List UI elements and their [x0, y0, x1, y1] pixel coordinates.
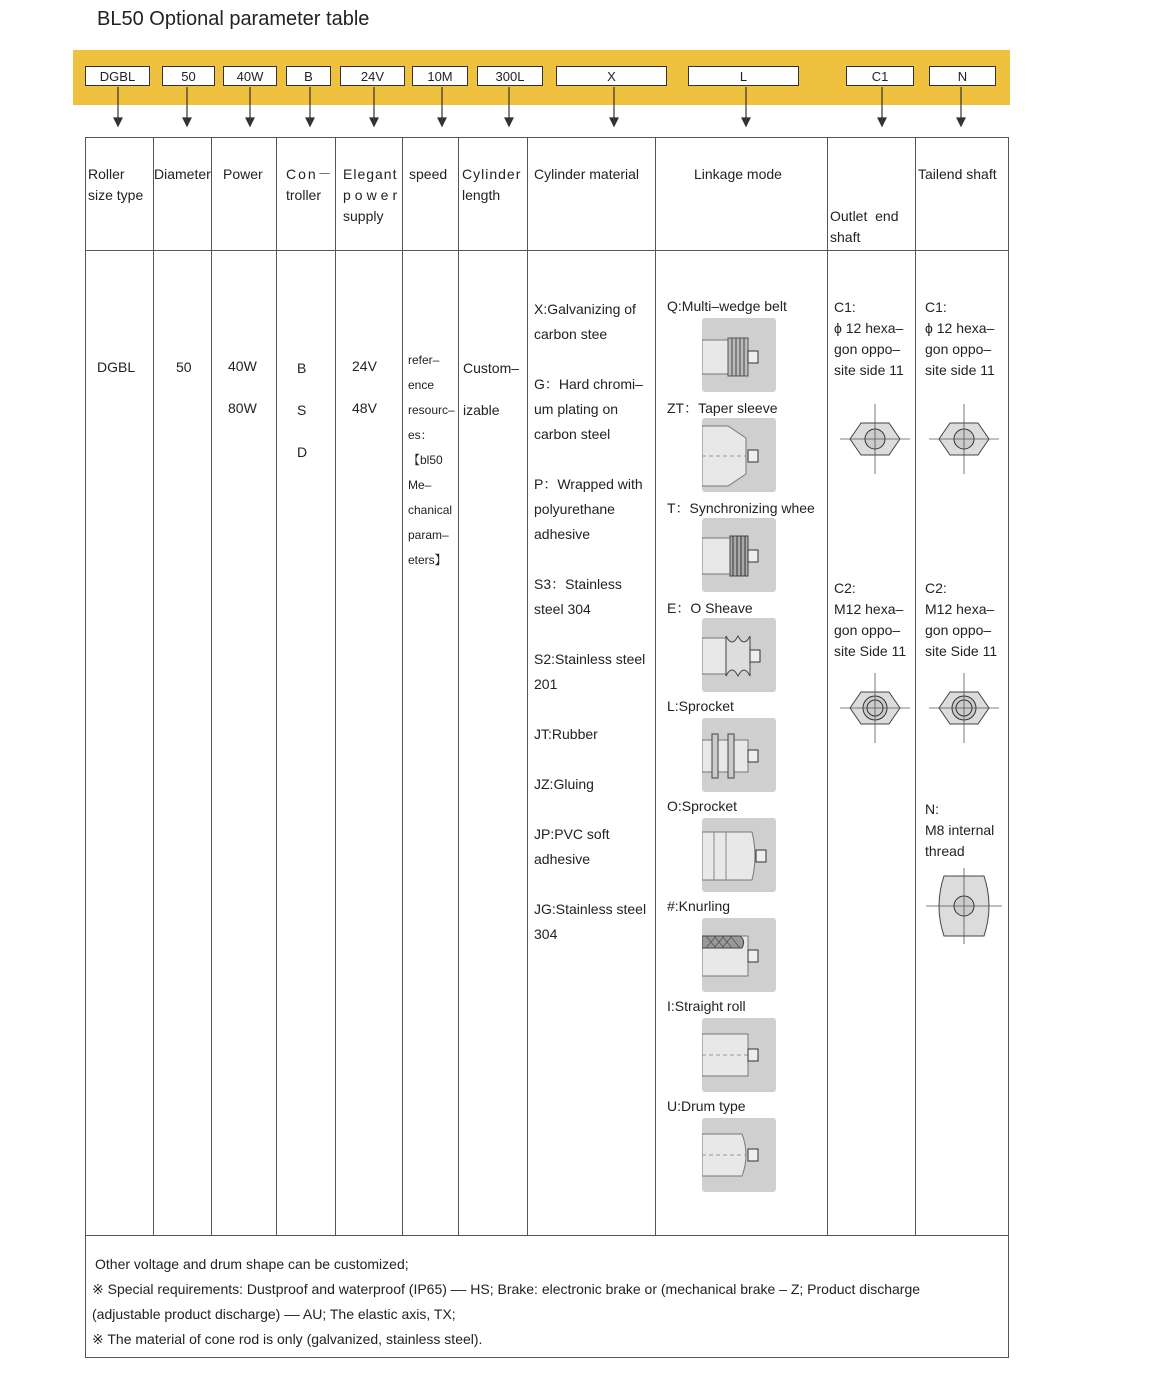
drum-type-roller-icon: [702, 1118, 776, 1192]
material-item: JT:Rubber: [534, 726, 598, 742]
notes: [92, 1252, 992, 1352]
material-item: P：Wrapped with polyurethane adhesive: [534, 476, 643, 542]
code-box-supply: 24V: [340, 66, 405, 86]
code-box-length: 300L: [477, 66, 543, 86]
header-roller-size-type: Roller size type: [88, 166, 144, 203]
value-supply: 24V 48V: [352, 358, 377, 416]
outlet-c2-hex-icon: [840, 673, 910, 743]
tailend-c2-hex-icon: [929, 673, 999, 743]
tailend-n-internal-thread-icon: [926, 868, 1002, 944]
note-line: Other voltage and drum shape can be customized;: [95, 1256, 409, 1272]
value-cylinder-length: Custom– izable: [463, 360, 520, 418]
notes-divider: [85, 1235, 1009, 1236]
knurling-roller-icon: [702, 918, 776, 992]
material-item: JP:PVC soft adhesive: [534, 826, 610, 867]
header-cylinder-length: Cylinder length: [462, 166, 522, 203]
tailend-c1-hex-icon: [929, 404, 999, 474]
code-box-speed: 10M: [412, 66, 468, 86]
header-diameter: Diameter: [154, 166, 211, 182]
code-arrows: [0, 0, 1152, 140]
code-box-power: 40W: [223, 66, 277, 86]
material-item: JG:Stainless steel 304: [534, 901, 647, 942]
tailend-c1-description: C1: ϕ 12 hexa– gon oppo– site side 11: [925, 299, 995, 378]
outlet-c1-hex-icon: [840, 404, 910, 474]
straight-roll-icon: [702, 1018, 776, 1092]
header-linkage-mode: Linkage mode: [694, 166, 782, 182]
col-divider: [458, 138, 459, 1235]
linkage-label-drum-type: U:Drum type: [667, 1098, 746, 1114]
value-roller-type: DGBL: [97, 359, 136, 375]
linkage-label-o-sprocket: O:Sprocket: [667, 798, 738, 814]
col-divider: [211, 138, 212, 1235]
material-item: S2:Stainless steel 201: [534, 651, 646, 692]
material-item: G：Hard chromi– um plating on carbon steel: [534, 376, 643, 442]
multi-wedge-belt-roller-icon: [702, 318, 776, 392]
material-item: S3：Stainless steel 304: [534, 576, 622, 617]
code-box-diameter: 50: [162, 66, 215, 86]
header-cylinder-material: Cylinder material: [534, 166, 640, 182]
o-sheave-roller-icon: [702, 618, 776, 692]
code-box-material: X: [556, 66, 667, 86]
header-power: Power: [223, 166, 263, 182]
linkage-label-o-sheave: E：O Sheave: [667, 600, 753, 616]
linkage-label-knurling: #:Knurling: [667, 898, 731, 914]
outlet-c2-description: C2: M12 hexa– gon oppo– site Side 11: [834, 580, 907, 659]
value-controller: B S D: [297, 360, 308, 460]
tailend-n-description: N: M8 internal thread: [925, 801, 995, 859]
code-box-controller: B: [286, 66, 331, 86]
linkage-label-multi-wedge-belt: Q:Multi–wedge belt: [667, 298, 787, 314]
header-speed: speed: [409, 166, 448, 182]
outlet-c1-description: C1: ϕ 12 hexa– gon oppo– site side 11: [834, 299, 904, 378]
header-outlet-end-shaft: Outlet end shaft: [830, 208, 899, 245]
material-item: X:Galvanizing of carbon stee: [534, 301, 636, 342]
col-divider: [527, 138, 528, 1235]
col-divider: [335, 138, 336, 1235]
taper-sleeve-roller-icon: [702, 418, 776, 492]
page-title: BL50 Optional parameter table: [97, 8, 370, 30]
value-power: 40W 80W: [228, 358, 257, 416]
header-controller: Con－ troller: [286, 166, 334, 203]
header-power-supply: Elegant power supply: [343, 166, 402, 224]
material-list: [534, 297, 646, 947]
linkage-label-straight-roll: I:Straight roll: [667, 998, 746, 1014]
note-line: ※ Special requirements: Dustproof and waterproof (IP65) –– HS; Brake: electronic brake or (mechanical brake – Z; Product discharge: [92, 1281, 921, 1297]
code-box-roller: DGBL: [85, 66, 150, 86]
note-line: (adjustable product discharge) –– AU; The elastic axis, TX;: [92, 1306, 456, 1322]
col-divider: [915, 138, 916, 1235]
header-tailend-shaft: Tailend shaft: [918, 166, 997, 182]
col-divider: [655, 138, 656, 1235]
code-box-outlet: C1: [846, 66, 914, 86]
value-speed: refer– ence resourc– es： 【bl50 Me– chanical param– eters】: [408, 353, 455, 567]
code-box-linkage: L: [688, 66, 799, 86]
linkage-label-l-sprocket: L:Sprocket: [667, 698, 734, 714]
o-sprocket-roller-icon: [702, 818, 776, 892]
material-item: JZ:Gluing: [534, 776, 594, 792]
linkage-label-taper-sleeve: ZT：Taper sleeve: [667, 400, 778, 416]
l-sprocket-roller-icon: [702, 718, 776, 792]
note-line: ※ The material of cone rod is only (galvanized, stainless steel).: [92, 1331, 483, 1347]
code-box-tailend: N: [929, 66, 996, 86]
synchronizing-wheel-roller-icon: [702, 518, 776, 592]
col-divider: [153, 138, 154, 1235]
col-divider: [827, 138, 828, 1235]
col-divider: [276, 138, 277, 1235]
tailend-c2-description: C2: M12 hexa– gon oppo– site Side 11: [925, 580, 998, 659]
value-diameter: 50: [176, 359, 192, 375]
linkage-label-synchronizing-wheel: T：Synchronizing whee: [667, 500, 815, 516]
col-divider: [402, 138, 403, 1235]
